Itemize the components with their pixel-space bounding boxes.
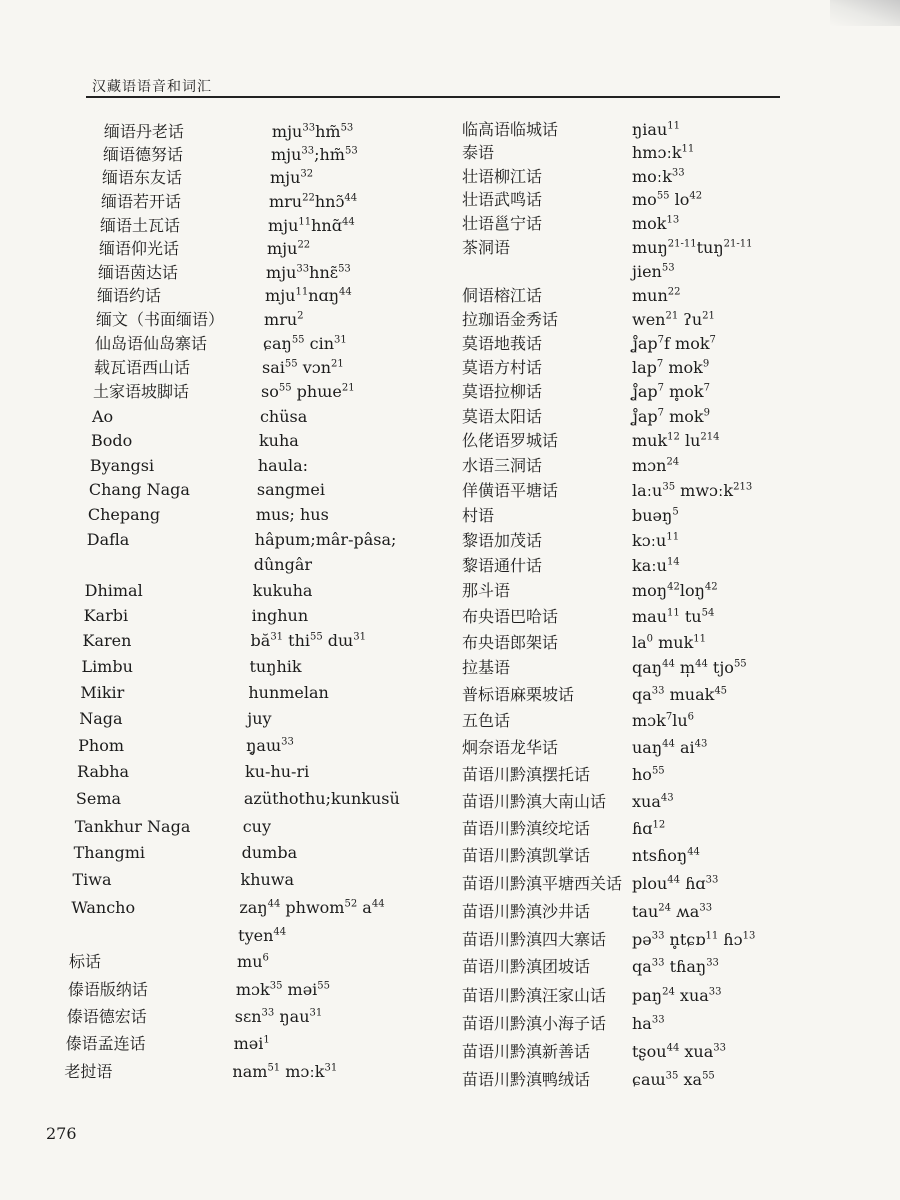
right-word-form: qaŋ$^{44}$ m̩$^{44}$ tjo$^{55}$: [632, 658, 747, 677]
right-word-form: uaŋ$^{44}$ $ai^{43}$: [632, 738, 708, 757]
left-word-form: mju$^{33}$;hm̃$^{53}$: [270, 145, 358, 164]
left-language-name: 傣语孟连话: [65, 1034, 146, 1053]
left-language-name: 缅语丹老话: [103, 122, 184, 141]
right-language-name: 苗语川黔滇团坡话: [462, 957, 591, 976]
left-word-form: chüsa: [259, 407, 308, 426]
left-language-name: Naga: [79, 709, 123, 728]
left-language-name: 标话: [69, 952, 102, 971]
right-language-name: 莫语太阳话: [462, 407, 543, 426]
right-word-form: mɔn$^{24}$: [632, 456, 680, 475]
right-language-name: 苗语川黔滇新善话: [462, 1042, 591, 1061]
right-language-name: 苗语川黔滇绞坨话: [462, 819, 591, 838]
right-language-name: 壮语邕宁话: [462, 214, 543, 233]
right-word-form: $ho^{55}$: [632, 765, 665, 784]
left-language-name: 缅语东友话: [101, 168, 182, 187]
right-word-form: paŋ$^{24}$ xua$^{33}$: [632, 986, 722, 1005]
right-language-name: 苗语川黔滇汪家山话: [462, 986, 607, 1005]
left-word-form: hâpum;mâr-pâsa;: [254, 530, 397, 549]
right-language-name: 苗语川黔滇平塘西关话: [462, 874, 623, 893]
right-word-form: kɔːu$^{11}$: [632, 531, 680, 550]
left-language-name: 缅语土瓦话: [99, 216, 180, 235]
right-language-name: 布央语郎架话: [462, 633, 559, 652]
left-word-form: nam$^{51}$ mɔːk$^{31}$: [232, 1062, 338, 1081]
left-word-form: tuŋhik: [249, 657, 302, 676]
left-word-form: mɔk$^{35}$ məi$^{55}$: [235, 980, 331, 999]
left-language-name: Byangsi: [89, 456, 155, 475]
right-language-name: 村语: [462, 506, 495, 525]
left-word-form: hunmelan: [248, 683, 329, 702]
right-word-form: $qa^{33}$ tɦaŋ$^{33}$: [632, 957, 719, 976]
left-word-form: məi$^1$: [233, 1034, 270, 1053]
right-language-name: 黎语加茂话: [462, 531, 543, 550]
left-language-name: Wancho: [71, 898, 136, 917]
right-word-form: $ʝ̊ap^7f$ mok$^7$: [632, 334, 716, 353]
right-word-form: moːk$^{33}$: [632, 167, 685, 186]
left-language-name: Tankhur Naga: [74, 817, 191, 836]
left-word-form: ɕaŋ$^{55}$ cin$^{31}$: [263, 334, 347, 353]
left-word-form: haula:: [257, 456, 309, 475]
right-word-form: mun$^{22}$: [632, 286, 681, 305]
right-word-form: mau$^{11}$ $tu^{54}$: [632, 607, 715, 626]
right-language-name: 普标语麻栗坡话: [462, 685, 575, 704]
left-word-form: mru$^{22}$hnɔ̃$^{44}$: [268, 192, 358, 211]
right-word-form: ɕaɯ$^{35}$ $xa^{55}$: [632, 1070, 715, 1089]
left-word-form: $so^{55}$ phɯe$^{21}$: [260, 382, 355, 401]
right-word-form: kaːu$^{14}$: [632, 556, 680, 575]
right-language-name: 拉珈语金秀话: [462, 310, 559, 329]
right-word-form: muŋ$^{21-11}$tuŋ$^{21-11}$: [632, 238, 753, 257]
right-language-name: 苗语川黔滇小海子话: [462, 1014, 607, 1033]
left-language-name: 缅语仰光话: [99, 239, 180, 258]
left-word-form: dûngâr: [253, 555, 312, 574]
left-language-name: 傣语版纳话: [67, 980, 148, 999]
left-word-form: zaŋ$^{44}$ phwom$^{52}$ $a^{44}$: [239, 898, 385, 917]
running-header: 汉藏语语音和词汇: [92, 79, 212, 95]
right-language-name: 侗语榕江话: [462, 286, 543, 305]
right-word-form: $la^0$ muk$^{11}$: [632, 633, 707, 652]
left-word-form: inghun: [251, 606, 309, 625]
left-word-form: azüthothu;kunkusü: [243, 789, 400, 808]
right-language-name: 苗语川黔滇摆托话: [462, 765, 591, 784]
left-word-form: mju$^{11}$hnɑ̃$^{44}$: [267, 216, 355, 235]
left-language-name: 老挝语: [64, 1062, 113, 1081]
left-language-name: Dafla: [86, 530, 130, 549]
left-word-form: mju$^{33}$hm̃$^{53}$: [271, 122, 354, 141]
right-language-name: 炯奈语龙华话: [462, 738, 559, 757]
left-word-form: mus; hus: [255, 505, 329, 524]
right-language-name: 仫佬语罗城话: [462, 431, 559, 450]
left-word-form: mju$^{22}$: [267, 239, 311, 258]
left-language-name: 缅语约话: [97, 286, 162, 305]
right-word-form: ɦɑ$^{12}$: [632, 819, 666, 838]
left-word-form: ŋ̥aɯ$^{33}$: [246, 736, 294, 755]
right-word-form: $ha^{33}$: [632, 1014, 665, 1033]
right-word-form: laːu$^{35}$ mwɔːk$^{213}$: [632, 481, 753, 500]
left-language-name: Thangmi: [73, 843, 145, 862]
right-language-name: 拉基语: [462, 658, 511, 677]
left-word-form: mju$^{33}$hnɛ̃$^{53}$: [265, 263, 351, 282]
right-language-name: 布央语巴哈话: [462, 607, 559, 626]
right-language-name: 泰语: [462, 143, 495, 162]
right-word-form: $ʝ̊ap^7$ $m̥ok^7$: [632, 382, 710, 401]
left-language-name: 缅文（书面缅语）: [96, 310, 225, 329]
right-word-form: tʂou$^{44}$ xua$^{33}$: [632, 1042, 726, 1061]
left-word-form: sai$^{55}$ vɔn$^{21}$: [262, 358, 344, 377]
left-language-name: Ao: [91, 407, 114, 426]
right-language-name: 水语三洞话: [462, 456, 543, 475]
right-word-form: $mɔk^7lu^6$: [632, 711, 694, 730]
left-language-name: 土家语坡脚话: [92, 382, 189, 401]
right-language-name: 苗语川黔滇大南山话: [462, 792, 607, 811]
right-language-name: 临高语临城话: [462, 120, 559, 139]
right-word-form: moŋ$^{42}$loŋ$^{42}$: [632, 581, 718, 600]
left-language-name: Mikir: [80, 683, 125, 702]
right-language-name: 五色话: [462, 711, 511, 730]
right-word-form: lap$^7$ mok$^9$: [632, 358, 710, 377]
left-language-name: Chepang: [87, 505, 161, 524]
page-number: 276: [46, 1124, 77, 1143]
header-rule: [86, 96, 780, 98]
left-word-form: mju$^{11}$nɑŋ$^{44}$: [265, 286, 352, 305]
left-language-name: Tiwa: [72, 870, 112, 889]
right-word-form: ntsɦoŋ$^{44}$: [632, 846, 700, 865]
right-language-name: 苗语川黔滇沙井话: [462, 902, 591, 921]
right-word-form: $ʝ̊ap^7$ mok$^9$: [632, 407, 710, 426]
right-language-name: 莫语地莪话: [462, 334, 543, 353]
left-word-form: $mu^6$: [237, 952, 269, 971]
right-word-form: $mo^{55}$ $lo^{42}$: [632, 190, 703, 209]
left-language-name: Bodo: [90, 431, 133, 450]
right-word-form: wen$^{21}$ ʔu$^{21}$: [632, 310, 715, 329]
right-language-name: 壮语武鸣话: [462, 190, 543, 209]
right-language-name: 茶洞语: [462, 238, 511, 257]
left-word-form: kukuha: [252, 581, 313, 600]
page-corner-shadow: [830, 0, 900, 26]
right-word-form: hmɔːk$^{11}$: [632, 143, 695, 162]
left-language-name: Limbu: [81, 657, 133, 676]
right-language-name: 苗语川黔滇凯掌话: [462, 846, 591, 865]
left-word-form: sɛn$^{33}$ ŋau$^{31}$: [234, 1007, 323, 1026]
left-word-form: cuy: [242, 817, 272, 836]
left-word-form: $bă^{31}$ thi$^{55}$ dɯ$^{31}$: [250, 631, 366, 650]
right-language-name: 苗语川黔滇鸭绒话: [462, 1070, 591, 1089]
right-language-name: 黎语通什话: [462, 556, 543, 575]
left-language-name: Karbi: [83, 606, 129, 625]
right-language-name: 壮语柳江话: [462, 167, 543, 186]
left-word-form: kuha: [258, 431, 299, 450]
left-language-name: Chang Naga: [88, 480, 190, 499]
left-language-name: 缅语若开话: [100, 192, 181, 211]
left-word-form: ku-hu-ri: [245, 762, 310, 781]
left-word-form: juy: [247, 709, 272, 728]
left-word-form: tyen$^{44}$: [238, 926, 287, 945]
right-word-form: xua$^{43}$: [632, 792, 674, 811]
left-language-name: 缅语茵达话: [97, 263, 178, 282]
left-language-name: 仙岛语仙岛寨话: [95, 334, 208, 353]
right-language-name: 佯僙语平塘话: [462, 481, 559, 500]
right-word-form: tau$^{24}$ ʍa$^{33}$: [632, 902, 713, 921]
right-word-form: $qa^{33}$ muak$^{45}$: [632, 685, 728, 704]
right-language-name: 那斗语: [462, 581, 511, 600]
left-language-name: Phom: [78, 736, 124, 755]
right-word-form: mok$^{13}$: [632, 214, 680, 233]
left-language-name: Karen: [82, 631, 132, 650]
right-word-form: pə$^{33}$ n̥tɕɒ$^{11}$ ɦɔ$^{13}$: [632, 930, 756, 949]
left-word-form: mju$^{32}$: [269, 168, 314, 187]
left-language-name: 傣语德宏话: [66, 1007, 147, 1026]
right-word-form: muk$^{12}$ $lu^{214}$: [632, 431, 720, 450]
right-language-name: 苗语川黔滇四大寨话: [462, 930, 607, 949]
left-word-form: sangmei: [256, 480, 325, 499]
right-language-name: 莫语拉柳话: [462, 382, 543, 401]
left-language-name: Sema: [75, 789, 122, 808]
left-word-form: khuwa: [240, 870, 295, 889]
left-word-form: mru$^2$: [264, 310, 304, 329]
left-language-name: Dhimal: [84, 581, 143, 600]
left-language-name: 载瓦语西山话: [94, 358, 191, 377]
left-word-form: dumba: [241, 843, 298, 862]
right-word-form: buəŋ$^5$: [632, 506, 679, 525]
right-word-form: jien$^{53}$: [632, 262, 675, 281]
left-language-name: Rabha: [77, 762, 130, 781]
right-word-form: plou$^{44}$ ɦɑ$^{33}$: [632, 874, 719, 893]
right-word-form: ŋiau$^{11}$: [632, 120, 680, 139]
left-language-name: 缅语德努话: [102, 145, 183, 164]
right-language-name: 莫语方村话: [462, 358, 543, 377]
